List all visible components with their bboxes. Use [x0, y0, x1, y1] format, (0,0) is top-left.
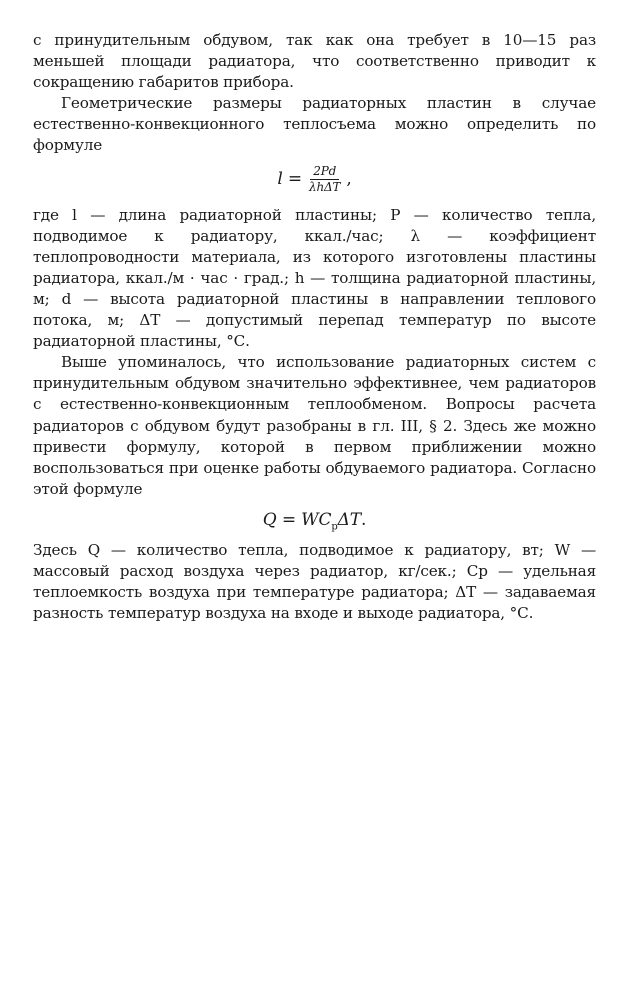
paragraph-continuation: с принудительным обдувом, так как она требует в 10—15 раз меньшей площади радиатора, что соответственно приводит к сокращению габаритов прибора. — [33, 31, 596, 92]
formula-heat-flow-lhs: Q = WC — [262, 509, 332, 530]
formula-heat-flow-subscript: p — [331, 521, 338, 533]
formula-heat-flow-period: . — [360, 509, 367, 530]
formula-plate-length — [33, 159, 596, 201]
formula-plate-length-lhs: l = — [277, 169, 302, 190]
page-text — [33, 30, 596, 624]
formula-plate-length-fraction — [306, 164, 343, 195]
formula-plate-length-comma: , — [346, 169, 352, 190]
formula-denominator: λhΔT — [308, 180, 341, 195]
formula-numerator: 2Pd — [310, 164, 339, 180]
paragraph-variable-definitions: где l — длина радиаторной пластины; P — количество тепла, подводимое к радиатору, ккал./час; λ — коэффициент теплопроводности материала, из которого изготовлены пластины радиатора, ккал./м · час · град.; h — толщина радиаторной пластины, м; d — высота радиаторной пластины в направлении теплового потока, м; ΔT — допустимый перепад температур по высоте радиаторной пластины, °С. — [33, 205, 596, 351]
paragraph-formula-explanation: Здесь Q — количество тепла, подводимое к радиатору, вт; W — массовый расход воздуха через радиатор, кг/сек.; Cp — удельная теплоемкость воздуха при температуре радиатора; ΔT — задаваемая разность температур воздуха на входе и выходе радиатора, °С. — [33, 540, 596, 623]
paragraph-geometry-intro: Геометрические размеры радиаторных пластин в случае естественно-конвекционного теплосъема можно определить по формуле — [33, 94, 596, 155]
formula-heat-flow — [33, 500, 596, 540]
paragraph-forced-airflow: Выше упоминалось, что использование радиаторных систем с принудительным обдувом значительно эффективнее, чем радиаторов с естественно-конвекционным теплообменом. Вопросы расчета радиаторов с обдувом будут разобраны в гл. III, § 2. Здесь же можно привести формулу, которой в первом приближении можно воспользоваться при оценке работы обдуваемого радиатора. Согласно этой формуле — [33, 353, 596, 498]
formula-heat-flow-rhs: ΔT — [337, 509, 361, 530]
